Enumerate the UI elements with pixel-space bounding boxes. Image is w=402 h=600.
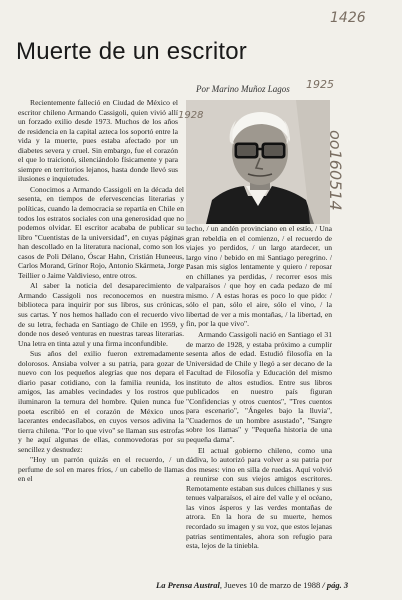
paragraph: "Hoy un parrón quizás en el recuerdo, / un perfume de sol en mares fríos, / un cabello de llamas en el [18, 455, 184, 484]
paragraph: Sus años del exilio fueron extremadamente dolorosos. Ansiaba volver a su patria, para gozar de nuevo con los pequeños alegrías que nos depara el diario pasar cotidiano, con la familia reunida, los amigos, las amables vecindades y los rostros que iluminaron la ternura del hombre. Quien nunca fue poeta escribió en el corazón de México unos lacerantes endecasílabos, en cuyos versos adivina la tierra chilena. "Por lo que vivo" se llaman sus estrofas y he aquí algunas de ellas, conmovedoras por su sencillez y desnudez: [18, 349, 184, 454]
paragraph: Al saber la noticia del desaparecimiento de Armando Cassigoli nos reconocemos en nuestra biblioteca para inquirir por sus libros, sus crónicas, sus cartas. Y nos hemos hallado con el recuerdo vivo de su letra, fechada en Santiago de Chile en 1959, y donde nos deseó venturas en nuestras tareas literarias. Una letra en tinta azul y una firma inconfundible. [18, 281, 184, 348]
paragraph: El actual gobierno chileno, como una dádiva, lo autorizó para volver a su patria por dos meses: vino en silla de ruedas. Aquí volvió a reunirse con sus viejos amigos escritores. Remotamente estaban sus dulces chillanes y sus tenues valparaísos, el aire del valle y el océano, las vinos ásperos y las verdes montañas de atrora. En la hora de su muerte, hemos recordado su imagen y su voz, que estos lejanas patrias sentimentales, ahora son refugio para esta, lejos de la tiniebla. [186, 445, 332, 551]
article-byline: Por Marino Muñoz Lagos [196, 84, 290, 94]
handwritten-number-top: 1426 [330, 10, 366, 26]
left-column-top [18, 98, 178, 184]
page-number: / pág. 3 [320, 580, 349, 590]
paragraph: lecho, / un andén provinciano en el estío, / Una gran rebeldía en el comienzo, / el recuerdo de viajes yo perdidos, / un largo atardecer, un largo vino / bebido en mi Santiago peregrino. / Pasan mis siglos lentamente y quiero / reposar en chillanes ya perdidas, / recorrer esos mis valparaísos / que hoy en cada pedazo de mí mismo. / A estas horas es poco lo que pido: / sólo el pan, sólo el aire, sólo el vino, / la libertad de ver a mis montañas, / la libertad, en fin, por la que vivo". [186, 224, 332, 329]
handwritten-number-photo: 1928 [178, 110, 204, 121]
author-portrait-photo [186, 100, 330, 224]
publication-date: , Jueves 10 de marzo de 1988 [219, 580, 321, 590]
paragraph: Recientemente falleció en Ciudad de México el escritor chileno Armando Cassigoli, quien vivió allí un forzado exilio desde 1973. Muchos de los años de residencia en la capital azteca los soportó entre la vida y la muerte, pues estaba afectado por un diabetes severa y cruel. Sin embargo, fue el corazón el que lo traicionó, silenciándolo físicamente y para siempre en territorios lejanos, hasta donde llevó sus ilusiones e inquietudes. [18, 98, 178, 184]
newspaper-name: La Prensa Austral [156, 580, 220, 590]
right-column [186, 224, 332, 551]
portrait-illustration [186, 100, 330, 224]
footer-source [156, 580, 348, 590]
article-title: Muerte de un escritor [16, 38, 247, 65]
left-column-rest [18, 185, 184, 484]
handwritten-number-mid: 1925 [306, 78, 334, 91]
paragraph: Conocimos a Armando Cassigoli en la década del sesenta, en tiempos de efervescencias literarias y políticas, cuando la democracia se repartía en Chile en todos los estratos sociales con una generosidad que no podemos olvidar. El escritor acababa de publicar su libro "Cuentistas de la universidad", en cuyas páginas han descollado en la literatura nacional, como son los casos de Poli Délano, Óscar Hahn, Cristián Huneeus, Carlos Morand, Grínor Rojo, Antonio Skármeta, Jorge Teillier o Jaime Valdivieso, entre otros. [18, 184, 184, 280]
left-column [18, 98, 184, 484]
paragraph: Armando Cassigoli nació en Santiago el 31 de marzo de 1928, y estaba próximo a cumplir sesenta años de edad. Estudió filosofía en la Universidad de Chile y llegó a ser decano de la Facultad de Filosofía y Educación del mismo instituto de altos estudios. Entre sus libros publicados en nuestro país figuran "Confidencias y otros cuentos", "Tres cuentos para escenario", "Ángeles bajo la lluvia", "Cuadernos de un hombre asustado", "Sangre sobre los llamas" y "Pequeña historia de una pequeña dama". [186, 330, 332, 445]
handwritten-catalog-number: oo160514 [326, 130, 345, 211]
